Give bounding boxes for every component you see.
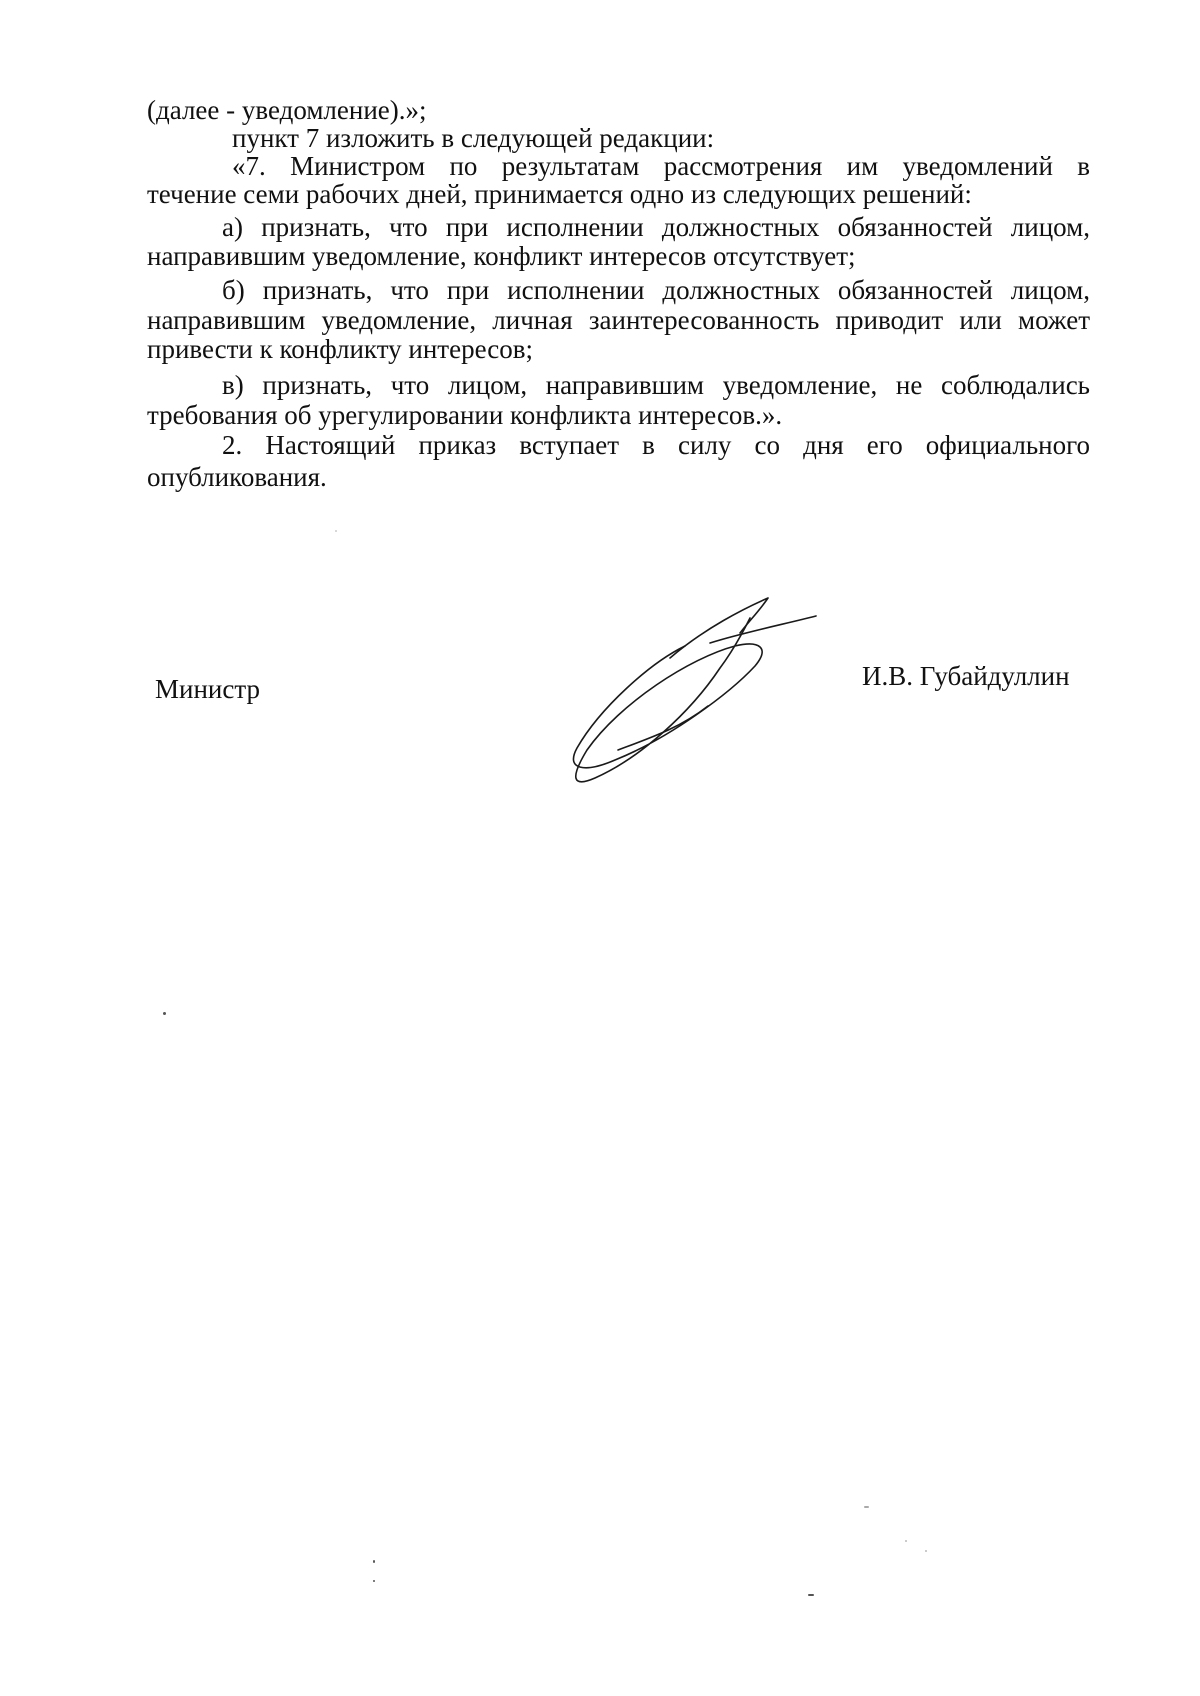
scan-speck: [335, 530, 337, 532]
scan-speck: [163, 1012, 166, 1015]
text-line: а) признать, что при исполнении должностных обязанностей лицом,: [222, 212, 1090, 242]
scan-speck: [864, 1506, 869, 1508]
handwritten-signature: [560, 588, 830, 788]
text-line: требования об урегулировании конфликта интересов.».: [147, 400, 783, 430]
scan-speck: [808, 1594, 814, 1596]
text-line: б) признать, что при исполнении должностных обязанностей лицом,: [222, 275, 1090, 305]
text-line: течение семи рабочих дней, принимается одно из следующих решений:: [147, 179, 972, 209]
text-line: 2. Настоящий приказ вступает в силу со дня его официального: [222, 430, 1090, 460]
text-line: «7. Министром по результатам рассмотрения им уведомлений в: [232, 151, 1090, 181]
text-line: пункт 7 изложить в следующей редакции:: [232, 123, 715, 153]
text-line: (далее - уведомление).»;: [147, 95, 427, 125]
scan-speck: [905, 1540, 907, 1542]
signatory-name: И.В. Губайдуллин: [862, 661, 1070, 691]
text-line: направившим уведомление, личная заинтересованность приводит или может: [147, 305, 1090, 335]
scan-speck: [373, 1580, 375, 1582]
scan-speck: [925, 1550, 927, 1552]
signatory-title: Министр: [155, 674, 260, 704]
text-line: привести к конфликту интересов;: [147, 334, 533, 364]
text-line: опубликования.: [147, 462, 327, 492]
text-line: направившим уведомление, конфликт интересов отсутствует;: [147, 241, 856, 271]
scan-speck: [373, 1560, 375, 1563]
text-line: в) признать, что лицом, направившим уведомление, не соблюдались: [222, 370, 1090, 400]
